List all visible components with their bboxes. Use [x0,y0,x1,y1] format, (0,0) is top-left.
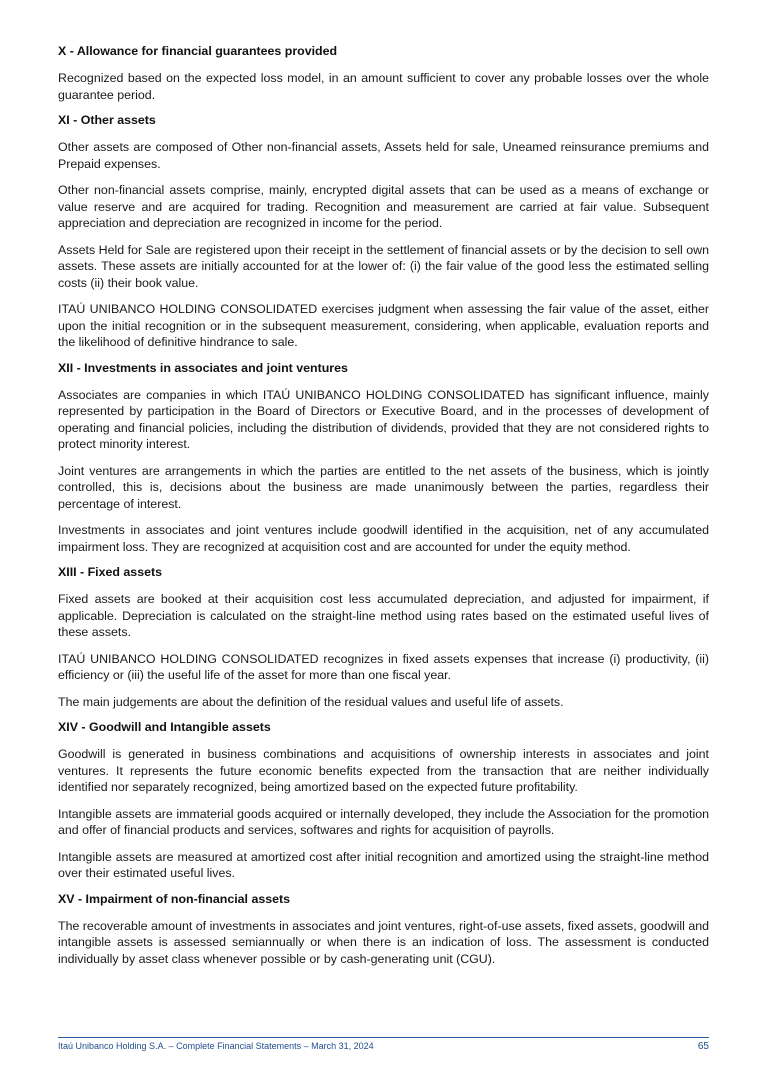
document-body [58,44,709,977]
paragraph: Investments in associates and joint ventures include goodwill identified in the acquisition, net of any accumulated impairment loss. They are recognized at acquisition cost and are accounted for under the equity method. [58,523,709,554]
section-fixed-assets [58,565,709,710]
paragraph: Other assets are composed of Other non-financial assets, Assets held for sale, Uneamed reinsurance premiums and Prepaid expenses. [58,140,709,171]
paragraph: ITAÚ UNIBANCO HOLDING CONSOLIDATED exercises judgment when assessing the fair value of the asset, either upon the initial recognition or in the subsequent measurement, considering, when applicable, evaluation reports and the likelihood of definitive hindrance to sale. [58,302,709,349]
section-heading: XIV - Goodwill and Intangible assets [58,720,271,734]
section-heading: XII - Investments in associates and joint ventures [58,360,348,375]
paragraph: ITAÚ UNIBANCO HOLDING CONSOLIDATED recognizes in fixed assets expenses that increase (i) productivity, (ii) efficiency or (iii) the useful life of the asset for more than one fiscal year. [58,651,709,682]
footer-document-title: Itaú Unibanco Holding S.A. – Complete Financial Statements – March 31, 2024 [58,1041,374,1051]
section-heading: XI - Other assets [58,113,156,127]
paragraph: Fixed assets are booked at their acquisition cost less accumulated depreciation, and adjusted for impairment, if applicable. Depreciation is calculated on the straight-line method using rates based on the estimated useful lives of these assets. [58,592,709,639]
paragraph: Other non-financial assets comprise, mainly, encrypted digital assets that can be used as a means of exchange or value reserve and are acquired for trading. Recognition and measurement are carried at fair value. Subsequent appreciation and depreciation are recognized in income for the period. [58,183,709,230]
section-impairment-non-financial-assets [58,892,709,968]
paragraph: The recoverable amount of investments in associates and joint ventures, right-of-use assets, fixed assets, goodwill and intangible assets is assessed semiannually or when there is an indication of loss. The assessment is conducted individually by asset class whenever possible or by cash-generating unit (CGU). [58,918,709,966]
page-number: 65 [697,1041,709,1052]
paragraph: Assets Held for Sale are registered upon their receipt in the settlement of financial assets or by the decision to sell own assets. These assets are initially accounted for at the lower of: (i) the fair value of the good less the estimated selling costs (ii) their book value. [58,242,709,290]
paragraph: Intangible assets are measured at amortized cost after initial recognition and amortized using the straight-line method over their estimated useful lives. [58,849,709,880]
paragraph: The main judgements are about the definition of the residual values and useful life of assets. [58,694,564,709]
section-heading: XV - Impairment of non-financial assets [58,891,291,906]
section-other-assets [58,113,709,351]
paragraph: Goodwill is generated in business combinations and acquisitions of ownership interests in associates and joint ventures. It represents the future economic benefits expected from the transaction that are neither individually identified nor separately recognized, being amortized based on the expected future profitability. [58,747,709,794]
section-investments-associates-joint-ventures [58,361,709,556]
paragraph: Associates are companies in which ITAÚ UNIBANCO HOLDING CONSOLIDATED has significant influence, mainly represented by participation in the Board of Directors or Executive Board, and in the processes of development of operating and financial policies, including the distribution of dividends, provided that they are not considered rights to protect minority interest. [58,387,709,451]
paragraph: Recognized based on the expected loss model, in an amount sufficient to cover any probable losses over the whole guarantee period. [58,71,709,102]
section-allowance-financial-guarantees [58,44,709,103]
section-goodwill-intangible-assets [58,720,709,882]
section-heading: X - Allowance for financial guarantees provided [58,44,338,58]
section-heading: XIII - Fixed assets [58,565,162,579]
paragraph: Joint ventures are arrangements in which the parties are entitled to the net assets of the business, which is jointly controlled, this is, decisions about the business are made unanimously between the parties, regardless their percentage of interest. [58,463,709,511]
footer-divider [58,1037,709,1038]
paragraph: Intangible assets are immaterial goods acquired or internally developed, they include the Association for the promotion and offer of financial products and services, softwares and rights for acquisition of payrolls. [58,806,709,837]
